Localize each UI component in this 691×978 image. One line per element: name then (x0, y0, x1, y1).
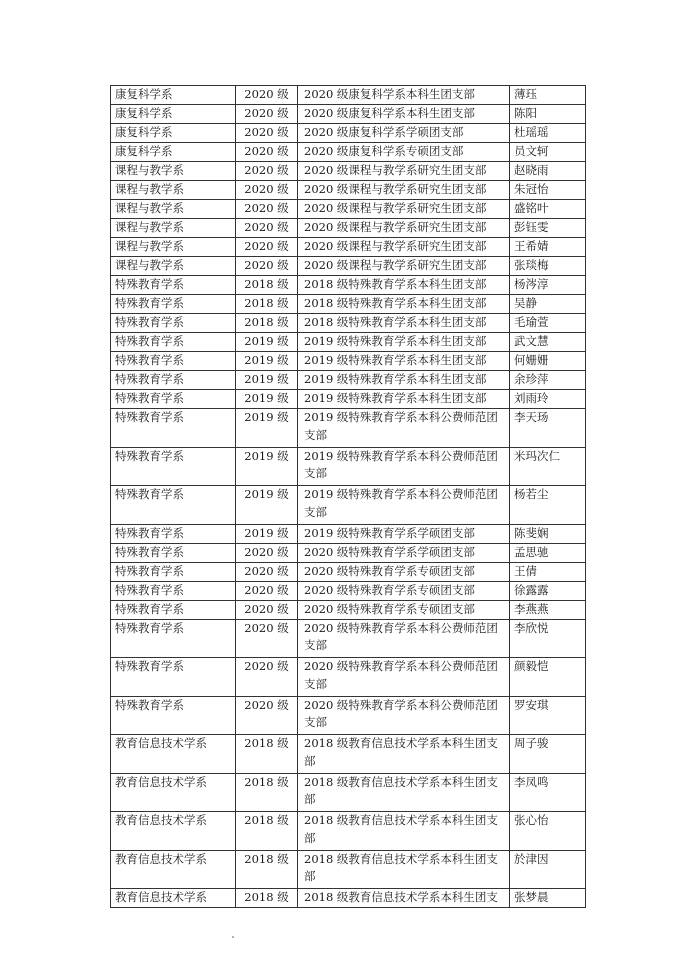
league-branch-cell: 2019 级特殊教育学系本科公费师范团支部 (298, 486, 510, 525)
grade-cell: 2019 级 (236, 333, 298, 352)
league-branch-cell: 2019 级特殊教育学系本科生团支部 (298, 333, 510, 352)
grade-cell: 2020 级 (236, 219, 298, 238)
league-branch-cell: 2019 级特殊教育学系本科公费师范团支部 (298, 409, 510, 448)
league-branch-cell: 2020 级康复科学系学硕团支部 (298, 124, 510, 143)
table-row (111, 276, 586, 295)
grade-cell: 2019 级 (236, 390, 298, 409)
grade-cell: 2018 级 (236, 773, 298, 812)
department-cell: 特殊教育学系 (111, 409, 236, 448)
table-row (111, 409, 586, 448)
department-cell: 特殊教育学系 (111, 390, 236, 409)
table-row (111, 200, 586, 219)
league-branch-cell: 2020 级课程与教学系研究生团支部 (298, 257, 510, 276)
member-name-cell: 张心怡 (510, 812, 586, 851)
department-cell: 教育信息技术学系 (111, 850, 236, 889)
table-row (111, 352, 586, 371)
league-branch-cell: 2020 级课程与教学系研究生团支部 (298, 219, 510, 238)
league-branch-cell: 2018 级教育信息技术学系本科生团支部 (298, 773, 510, 812)
department-cell: 教育信息技术学系 (111, 735, 236, 774)
table-row (111, 889, 586, 908)
department-cell: 课程与教学系 (111, 257, 236, 276)
table-row (111, 524, 586, 543)
department-cell: 课程与教学系 (111, 200, 236, 219)
department-cell: 特殊教育学系 (111, 295, 236, 314)
league-branch-cell: 2020 级特殊教育学系本科公费师范团支部 (298, 619, 510, 658)
member-name-cell: 徐露露 (510, 581, 586, 600)
table-row (111, 295, 586, 314)
table-row (111, 486, 586, 525)
table-row (111, 773, 586, 812)
table-row (111, 619, 586, 658)
grade-cell: 2018 级 (236, 812, 298, 851)
table-row (111, 850, 586, 889)
member-name-cell: 彭钰雯 (510, 219, 586, 238)
league-branch-cell: 2020 级课程与教学系研究生团支部 (298, 200, 510, 219)
table-row (111, 105, 586, 124)
league-branch-cell: 2020 级康复科学系本科生团支部 (298, 105, 510, 124)
roster-table-body (111, 86, 586, 908)
member-name-cell: 杨涔淳 (510, 276, 586, 295)
grade-cell: 2020 级 (236, 124, 298, 143)
grade-cell: 2018 级 (236, 276, 298, 295)
league-branch-cell: 2020 级特殊教育学系学硕团支部 (298, 543, 510, 562)
table-row (111, 86, 586, 105)
league-branch-cell: 2020 级课程与教学系研究生团支部 (298, 238, 510, 257)
department-cell: 特殊教育学系 (111, 371, 236, 390)
department-cell: 特殊教育学系 (111, 658, 236, 697)
league-branch-cell: 2020 级课程与教学系研究生团支部 (298, 162, 510, 181)
grade-cell: 2019 级 (236, 447, 298, 486)
department-cell: 康复科学系 (111, 143, 236, 162)
member-name-cell: 李欣悦 (510, 619, 586, 658)
member-name-cell: 张梦晨 (510, 889, 586, 908)
department-cell: 特殊教育学系 (111, 486, 236, 525)
table-row (111, 735, 586, 774)
department-cell: 康复科学系 (111, 86, 236, 105)
grade-cell: 2020 级 (236, 619, 298, 658)
department-cell: 特殊教育学系 (111, 600, 236, 619)
member-name-cell: 武文慧 (510, 333, 586, 352)
grade-cell: 2019 级 (236, 352, 298, 371)
department-cell: 特殊教育学系 (111, 543, 236, 562)
member-name-cell: 米玛次仁 (510, 447, 586, 486)
grade-cell: 2018 级 (236, 314, 298, 333)
member-name-cell: 王倩 (510, 562, 586, 581)
league-branch-cell: 2018 级特殊教育学系本科生团支部 (298, 314, 510, 333)
grade-cell: 2020 级 (236, 257, 298, 276)
table-row (111, 390, 586, 409)
department-cell: 教育信息技术学系 (111, 773, 236, 812)
grade-cell: 2019 级 (236, 371, 298, 390)
member-name-cell: 刘雨玲 (510, 390, 586, 409)
department-cell: 课程与教学系 (111, 238, 236, 257)
member-name-cell: 余珍萍 (510, 371, 586, 390)
league-branch-cell: 2018 级教育信息技术学系本科生团支部 (298, 812, 510, 851)
league-branch-cell: 2020 级课程与教学系研究生团支部 (298, 181, 510, 200)
department-cell: 康复科学系 (111, 124, 236, 143)
member-name-cell: 员文轲 (510, 143, 586, 162)
league-branch-cell: 2018 级特殊教育学系本科生团支部 (298, 276, 510, 295)
table-row (111, 562, 586, 581)
league-branch-cell: 2019 级特殊教育学系本科生团支部 (298, 352, 510, 371)
department-cell: 教育信息技术学系 (111, 889, 236, 908)
department-cell: 康复科学系 (111, 105, 236, 124)
table-row (111, 543, 586, 562)
league-branch-cell: 2019 级特殊教育学系本科生团支部 (298, 371, 510, 390)
member-name-cell: 赵晓雨 (510, 162, 586, 181)
table-row (111, 124, 586, 143)
member-name-cell: 张琰梅 (510, 257, 586, 276)
member-name-cell: 杜瑶瑶 (510, 124, 586, 143)
league-branch-cell: 2020 级康复科学系本科生团支部 (298, 86, 510, 105)
grade-cell: 2020 级 (236, 543, 298, 562)
grade-cell: 2020 级 (236, 181, 298, 200)
department-cell: 特殊教育学系 (111, 619, 236, 658)
member-name-cell: 薄珏 (510, 86, 586, 105)
league-branch-cell: 2019 级特殊教育学系本科生团支部 (298, 390, 510, 409)
department-cell: 特殊教育学系 (111, 696, 236, 735)
grade-cell: 2020 级 (236, 562, 298, 581)
member-name-cell: 吴静 (510, 295, 586, 314)
department-cell: 特殊教育学系 (111, 524, 236, 543)
league-branch-cell: 2018 级教育信息技术学系本科生团支部 (298, 850, 510, 889)
table-row (111, 696, 586, 735)
department-cell: 课程与教学系 (111, 219, 236, 238)
department-cell: 教育信息技术学系 (111, 812, 236, 851)
league-branch-cell: 2018 级特殊教育学系本科生团支部 (298, 295, 510, 314)
grade-cell: 2019 级 (236, 524, 298, 543)
grade-cell: 2020 级 (236, 105, 298, 124)
table-row (111, 371, 586, 390)
grade-cell: 2020 级 (236, 600, 298, 619)
table-row (111, 600, 586, 619)
department-cell: 特殊教育学系 (111, 333, 236, 352)
member-name-cell: 盛铭叶 (510, 200, 586, 219)
grade-cell: 2018 级 (236, 295, 298, 314)
table-row (111, 581, 586, 600)
member-name-cell: 罗安琪 (510, 696, 586, 735)
member-name-cell: 杨若尘 (510, 486, 586, 525)
league-branch-cell: 2018 级教育信息技术学系本科生团支部 (298, 735, 510, 774)
department-cell: 特殊教育学系 (111, 562, 236, 581)
member-name-cell: 李燕燕 (510, 600, 586, 619)
league-branch-cell: 2018 级教育信息技术学系本科生团支 (298, 889, 510, 908)
grade-cell: 2020 级 (236, 200, 298, 219)
table-row (111, 257, 586, 276)
member-name-cell: 朱冠怡 (510, 181, 586, 200)
table-row (111, 333, 586, 352)
department-cell: 特殊教育学系 (111, 581, 236, 600)
department-cell: 特殊教育学系 (111, 447, 236, 486)
league-branch-cell: 2020 级特殊教育学系本科公费师范团支部 (298, 696, 510, 735)
grade-cell: 2020 级 (236, 143, 298, 162)
roster-table (110, 85, 586, 908)
table-row (111, 658, 586, 697)
league-branch-cell: 2019 级特殊教育学系学硕团支部 (298, 524, 510, 543)
member-name-cell: 李凤鸣 (510, 773, 586, 812)
member-name-cell: 陈阳 (510, 105, 586, 124)
table-row (111, 219, 586, 238)
league-branch-cell: 2020 级特殊教育学系专硕团支部 (298, 600, 510, 619)
grade-cell: 2018 级 (236, 889, 298, 908)
department-cell: 课程与教学系 (111, 181, 236, 200)
table-row (111, 162, 586, 181)
table-row (111, 812, 586, 851)
grade-cell: 2020 级 (236, 162, 298, 181)
department-cell: 课程与教学系 (111, 162, 236, 181)
department-cell: 特殊教育学系 (111, 276, 236, 295)
member-name-cell: 陈斐娴 (510, 524, 586, 543)
scan-speck (232, 936, 234, 938)
member-name-cell: 颜毅恺 (510, 658, 586, 697)
league-branch-cell: 2020 级特殊教育学系专硕团支部 (298, 562, 510, 581)
table-row (111, 447, 586, 486)
grade-cell: 2020 级 (236, 581, 298, 600)
league-branch-cell: 2019 级特殊教育学系本科公费师范团支部 (298, 447, 510, 486)
table-row (111, 181, 586, 200)
grade-cell: 2019 级 (236, 486, 298, 525)
grade-cell: 2020 级 (236, 238, 298, 257)
grade-cell: 2018 级 (236, 735, 298, 774)
grade-cell: 2019 级 (236, 409, 298, 448)
member-name-cell: 何姗姗 (510, 352, 586, 371)
grade-cell: 2020 级 (236, 696, 298, 735)
grade-cell: 2020 级 (236, 86, 298, 105)
member-name-cell: 毛瑜萱 (510, 314, 586, 333)
league-branch-cell: 2020 级特殊教育学系本科公费师范团支部 (298, 658, 510, 697)
member-name-cell: 王希婧 (510, 238, 586, 257)
member-name-cell: 周子骏 (510, 735, 586, 774)
league-branch-cell: 2020 级特殊教育学系专硕团支部 (298, 581, 510, 600)
department-cell: 特殊教育学系 (111, 314, 236, 333)
grade-cell: 2020 级 (236, 658, 298, 697)
member-name-cell: 李天玚 (510, 409, 586, 448)
member-name-cell: 孟思驰 (510, 543, 586, 562)
table-row (111, 314, 586, 333)
grade-cell: 2018 级 (236, 850, 298, 889)
league-branch-cell: 2020 级康复科学系专硕团支部 (298, 143, 510, 162)
member-name-cell: 於津因 (510, 850, 586, 889)
department-cell: 特殊教育学系 (111, 352, 236, 371)
table-row (111, 143, 586, 162)
table-row (111, 238, 586, 257)
